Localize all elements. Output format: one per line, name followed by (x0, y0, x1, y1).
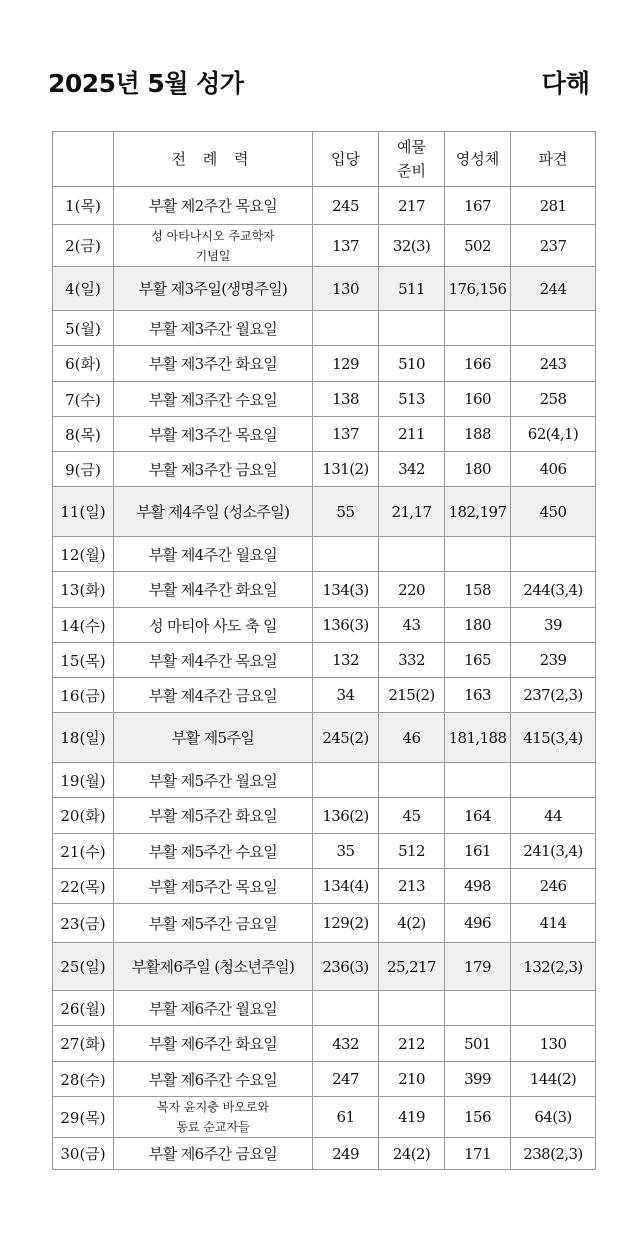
table-row (53, 608, 596, 643)
header-offertory (379, 132, 445, 187)
date-cell: 12(월) (53, 537, 114, 572)
liturgy-cell: 부활 제5주간 금요일 (114, 904, 313, 943)
entrance-cell: 130 (313, 267, 379, 311)
liturgy-cell: 부활 제4주간 월요일 (114, 537, 313, 572)
dismissal-cell: 415(3,4) (511, 713, 596, 763)
date-cell: 2(금) (53, 225, 114, 267)
liturgy-cell: 부활제6주일 (청소년주일) (114, 943, 313, 991)
offertory-cell: 210 (379, 1062, 445, 1097)
entrance-cell: 131(2) (313, 452, 379, 487)
dismissal-cell: 144(2) (511, 1062, 596, 1097)
entrance-cell: 134(3) (313, 572, 379, 608)
dismissal-cell: 244 (511, 267, 596, 311)
liturgy-cell: 부활 제5주간 월요일 (114, 763, 313, 798)
entrance-cell: 136(3) (313, 608, 379, 643)
entrance-cell: 34 (313, 678, 379, 713)
offertory-cell: 332 (379, 643, 445, 678)
communion-cell (445, 991, 511, 1026)
liturgy-line2: 기념일 (195, 248, 231, 263)
table-row (53, 452, 596, 487)
entrance-cell: 129(2) (313, 904, 379, 943)
entrance-cell (313, 763, 379, 798)
header-dismissal: 파견 (511, 132, 596, 187)
table-row (53, 991, 596, 1026)
liturgy-cell: 부활 제6주간 수요일 (114, 1062, 313, 1097)
liturgy-cell: 부활 제4주일 (성소주일) (114, 487, 313, 537)
entrance-cell: 35 (313, 834, 379, 869)
offertory-cell (379, 311, 445, 346)
header-offertory-line1: 예물 (397, 138, 426, 156)
liturgy-cell: 부활 제4주간 금요일 (114, 678, 313, 713)
liturgy-cell: 부활 제3주간 목요일 (114, 417, 313, 452)
entrance-cell: 245(2) (313, 713, 379, 763)
table-row (53, 487, 596, 537)
dismissal-cell: 237(2,3) (511, 678, 596, 713)
dismissal-cell: 241(3,4) (511, 834, 596, 869)
dismissal-cell: 406 (511, 452, 596, 487)
table-row (53, 834, 596, 869)
liturgy-cell: 부활 제5주일 (114, 713, 313, 763)
table-row (53, 311, 596, 346)
table-row (53, 869, 596, 904)
date-cell: 23(금) (53, 904, 114, 943)
entrance-cell: 55 (313, 487, 379, 537)
dismissal-cell (511, 537, 596, 572)
date-cell: 5(월) (53, 311, 114, 346)
liturgy-line1: 성 아타나시오 주교학자 (151, 228, 275, 243)
table-row (53, 798, 596, 834)
communion-cell: 501 (445, 1026, 511, 1062)
liturgy-cell: 부활 제5주간 화요일 (114, 798, 313, 834)
communion-cell: 182,197 (445, 487, 511, 537)
dismissal-cell: 243 (511, 346, 596, 382)
entrance-cell: 247 (313, 1062, 379, 1097)
dismissal-cell: 246 (511, 869, 596, 904)
dismissal-cell: 64(3) (511, 1097, 596, 1138)
offertory-cell (379, 537, 445, 572)
liturgy-cell: 부활 제3주간 화요일 (114, 346, 313, 382)
liturgy-cell: 부활 제6주간 금요일 (114, 1138, 313, 1170)
offertory-cell: 513 (379, 382, 445, 417)
entrance-cell: 132 (313, 643, 379, 678)
table-row (53, 678, 596, 713)
offertory-cell: 211 (379, 417, 445, 452)
communion-cell (445, 763, 511, 798)
dismissal-cell (511, 991, 596, 1026)
entrance-cell (313, 537, 379, 572)
dismissal-cell: 44 (511, 798, 596, 834)
offertory-cell (379, 763, 445, 798)
communion-cell: 158 (445, 572, 511, 608)
dismissal-cell (511, 311, 596, 346)
entrance-cell: 137 (313, 417, 379, 452)
date-cell: 26(월) (53, 991, 114, 1026)
entrance-cell: 61 (313, 1097, 379, 1138)
entrance-cell (313, 311, 379, 346)
entrance-cell: 136(2) (313, 798, 379, 834)
offertory-cell: 213 (379, 869, 445, 904)
offertory-cell: 25,217 (379, 943, 445, 991)
table-row (53, 225, 596, 267)
page-title: 2025년 5월 성가 (48, 69, 244, 98)
table-row (53, 943, 596, 991)
communion-cell (445, 537, 511, 572)
header-entrance: 입당 (313, 132, 379, 187)
communion-cell: 160 (445, 382, 511, 417)
liturgy-cell: 부활 제6주간 화요일 (114, 1026, 313, 1062)
offertory-cell: 512 (379, 834, 445, 869)
liturgy-cell (114, 225, 313, 267)
communion-cell: 399 (445, 1062, 511, 1097)
table-row (53, 267, 596, 311)
dismissal-cell (511, 763, 596, 798)
communion-cell: 164 (445, 798, 511, 834)
dismissal-cell: 258 (511, 382, 596, 417)
table-row (53, 417, 596, 452)
offertory-cell: 43 (379, 608, 445, 643)
dismissal-cell: 281 (511, 187, 596, 225)
entrance-cell: 138 (313, 382, 379, 417)
table-row (53, 382, 596, 417)
table-row (53, 763, 596, 798)
table-row (53, 904, 596, 943)
offertory-cell: 217 (379, 187, 445, 225)
date-cell: 22(목) (53, 869, 114, 904)
offertory-cell: 46 (379, 713, 445, 763)
communion-cell: 498 (445, 869, 511, 904)
dismissal-cell: 450 (511, 487, 596, 537)
liturgy-cell: 부활 제3주일(생명주일) (114, 267, 313, 311)
table-row (53, 1097, 596, 1138)
communion-cell: 166 (445, 346, 511, 382)
offertory-cell: 212 (379, 1026, 445, 1062)
date-cell: 25(일) (53, 943, 114, 991)
liturgy-cell: 부활 제6주간 월요일 (114, 991, 313, 1026)
communion-cell: 165 (445, 643, 511, 678)
entrance-cell (313, 991, 379, 1026)
offertory-cell: 4(2) (379, 904, 445, 943)
communion-cell: 502 (445, 225, 511, 267)
header-liturgy: 전 례 력 (114, 132, 313, 187)
date-cell: 9(금) (53, 452, 114, 487)
dismissal-cell: 130 (511, 1026, 596, 1062)
liturgy-cell: 부활 제4주간 화요일 (114, 572, 313, 608)
date-cell: 28(수) (53, 1062, 114, 1097)
liturgy-cell: 부활 제3주간 수요일 (114, 382, 313, 417)
dismissal-cell: 238(2,3) (511, 1138, 596, 1170)
liturgy-cell: 부활 제3주간 월요일 (114, 311, 313, 346)
date-cell: 20(화) (53, 798, 114, 834)
offertory-cell: 220 (379, 572, 445, 608)
date-cell: 7(수) (53, 382, 114, 417)
header-date (53, 132, 114, 187)
date-cell: 15(목) (53, 643, 114, 678)
table-row (53, 1138, 596, 1170)
offertory-cell: 511 (379, 267, 445, 311)
date-cell: 21(수) (53, 834, 114, 869)
communion-cell: 163 (445, 678, 511, 713)
liturgy-cell: 성 마티아 사도 축 일 (114, 608, 313, 643)
offertory-cell: 215(2) (379, 678, 445, 713)
liturgy-cell: 부활 제5주간 수요일 (114, 834, 313, 869)
date-cell: 27(화) (53, 1026, 114, 1062)
entrance-cell: 129 (313, 346, 379, 382)
dismissal-cell: 39 (511, 608, 596, 643)
liturgy-line2: 동료 순교자들 (176, 1120, 250, 1134)
hymn-schedule-table (52, 131, 596, 1170)
offertory-cell: 342 (379, 452, 445, 487)
table-row (53, 713, 596, 763)
liturgy-cell: 부활 제5주간 목요일 (114, 869, 313, 904)
table-row (53, 346, 596, 382)
communion-cell: 176,156 (445, 267, 511, 311)
entrance-cell: 134(4) (313, 869, 379, 904)
offertory-cell: 510 (379, 346, 445, 382)
dismissal-cell: 237 (511, 225, 596, 267)
entrance-cell: 137 (313, 225, 379, 267)
dismissal-cell: 132(2,3) (511, 943, 596, 991)
communion-cell: 161 (445, 834, 511, 869)
table-row (53, 187, 596, 225)
date-cell: 4(일) (53, 267, 114, 311)
table-row (53, 1062, 596, 1097)
table-row (53, 643, 596, 678)
communion-cell (445, 311, 511, 346)
table-row (53, 1026, 596, 1062)
header-offertory-line2: 준비 (397, 162, 426, 180)
entrance-cell: 236(3) (313, 943, 379, 991)
parish-name: 다해 (541, 69, 590, 98)
liturgy-line1: 복자 윤지충 바오로와 (157, 1100, 269, 1114)
table-row (53, 572, 596, 608)
communion-cell: 188 (445, 417, 511, 452)
dismissal-cell: 414 (511, 904, 596, 943)
communion-cell: 171 (445, 1138, 511, 1170)
communion-cell: 181,188 (445, 713, 511, 763)
offertory-cell: 24(2) (379, 1138, 445, 1170)
communion-cell: 496 (445, 904, 511, 943)
table-row (53, 537, 596, 572)
date-cell: 16(금) (53, 678, 114, 713)
offertory-cell: 21,17 (379, 487, 445, 537)
date-cell: 6(화) (53, 346, 114, 382)
date-cell: 29(목) (53, 1097, 114, 1138)
entrance-cell: 249 (313, 1138, 379, 1170)
communion-cell: 167 (445, 187, 511, 225)
date-cell: 13(화) (53, 572, 114, 608)
entrance-cell: 245 (313, 187, 379, 225)
date-cell: 18(일) (53, 713, 114, 763)
liturgy-cell: 부활 제4주간 목요일 (114, 643, 313, 678)
communion-cell: 180 (445, 608, 511, 643)
communion-cell: 180 (445, 452, 511, 487)
liturgy-cell: 부활 제3주간 금요일 (114, 452, 313, 487)
dismissal-cell: 239 (511, 643, 596, 678)
date-cell: 1(목) (53, 187, 114, 225)
header-communion: 영성체 (445, 132, 511, 187)
entrance-cell: 432 (313, 1026, 379, 1062)
dismissal-cell: 62(4,1) (511, 417, 596, 452)
communion-cell: 156 (445, 1097, 511, 1138)
date-cell: 8(목) (53, 417, 114, 452)
offertory-cell: 45 (379, 798, 445, 834)
liturgy-cell: 부활 제2주간 목요일 (114, 187, 313, 225)
date-cell: 30(금) (53, 1138, 114, 1170)
date-cell: 14(수) (53, 608, 114, 643)
table-body (53, 187, 596, 1170)
offertory-cell (379, 991, 445, 1026)
offertory-cell: 32(3) (379, 225, 445, 267)
table-header-row (53, 132, 596, 187)
date-cell: 19(월) (53, 763, 114, 798)
offertory-cell: 419 (379, 1097, 445, 1138)
communion-cell: 179 (445, 943, 511, 991)
date-cell: 11(일) (53, 487, 114, 537)
dismissal-cell: 244(3,4) (511, 572, 596, 608)
liturgy-cell (114, 1097, 313, 1138)
